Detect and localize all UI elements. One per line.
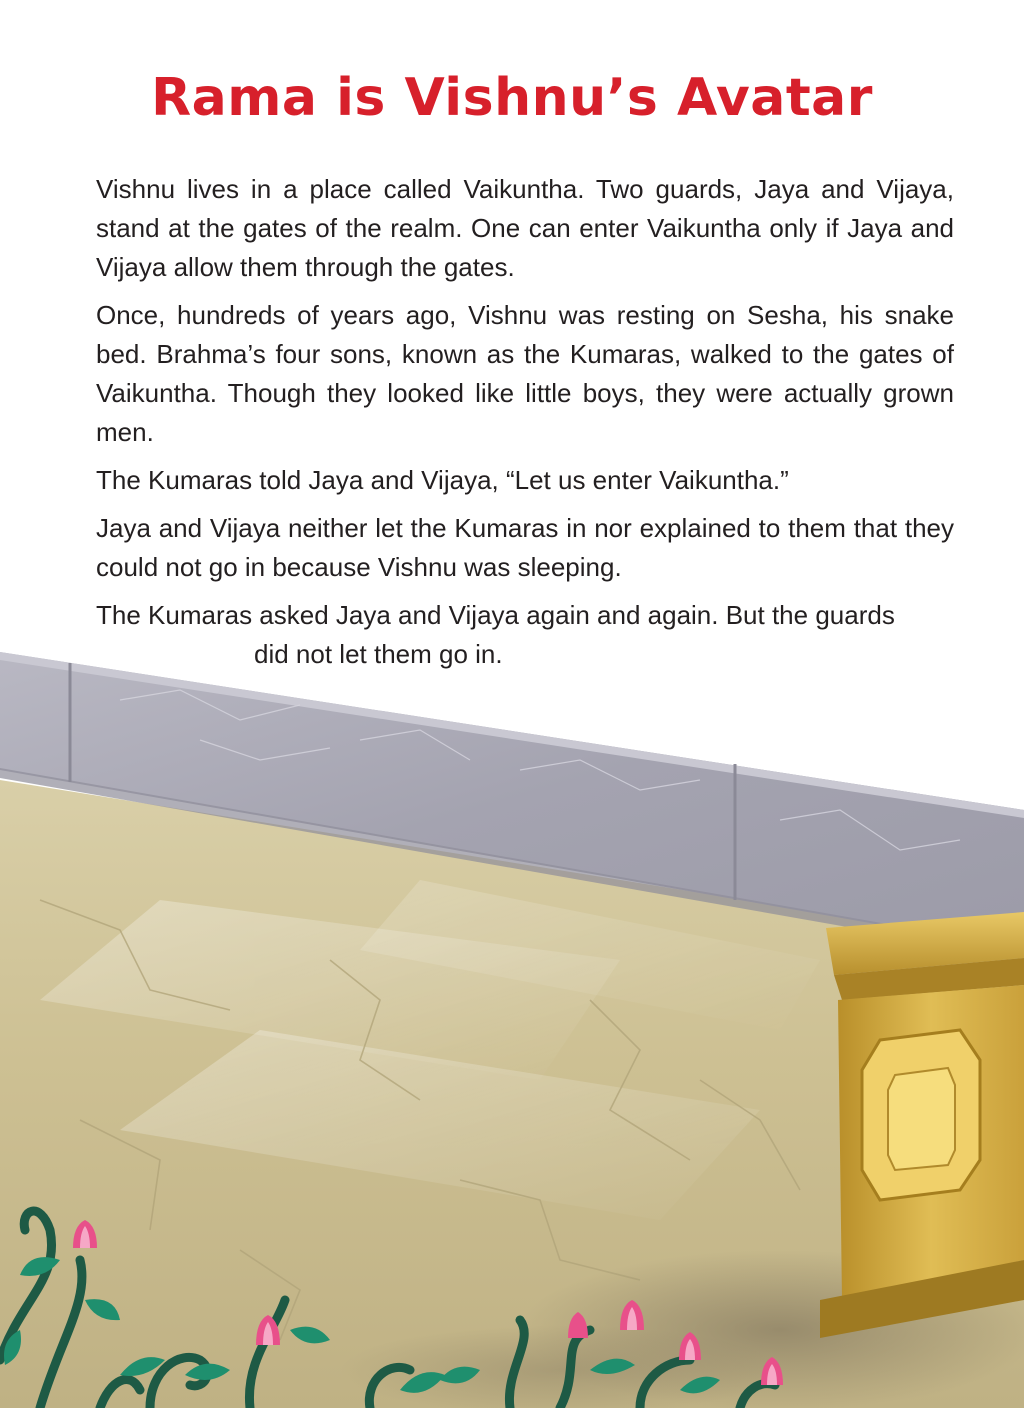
story-paragraph-5-line-2: did not let them go in. (254, 639, 503, 669)
page-title: Rama is Vishnu’s Avatar (151, 68, 873, 128)
story-paragraph-2: Once, hundreds of years ago, Vishnu was resting on Sesha, his snake bed. Brahma’s four sons, known as the Kumaras, walked to the gates of Vaikuntha. Though they looked like little boys, they were actually grown men. (96, 300, 954, 447)
story-paragraph-3: The Kumaras told Jaya and Vijaya, “Let us enter Vaikuntha.” (96, 465, 789, 495)
story-text (96, 170, 954, 674)
story-paragraph-1: Vishnu lives in a place called Vaikuntha. Two guards, Jaya and Vijaya, stand at the gates of the realm. One can enter Vaikuntha only if Jaya and Vijaya allow them through the gates. (96, 174, 954, 282)
story-paragraph-4: Jaya and Vijaya neither let the Kumaras in nor explained to them that they could not go in because Vishnu was sleeping. (96, 513, 954, 582)
golden-pillar-icon (820, 912, 1024, 1338)
story-paragraph-5 (96, 596, 954, 674)
story-paragraph-5-line-1: The Kumaras asked Jaya and Vijaya again and again. But the guards (96, 600, 895, 630)
